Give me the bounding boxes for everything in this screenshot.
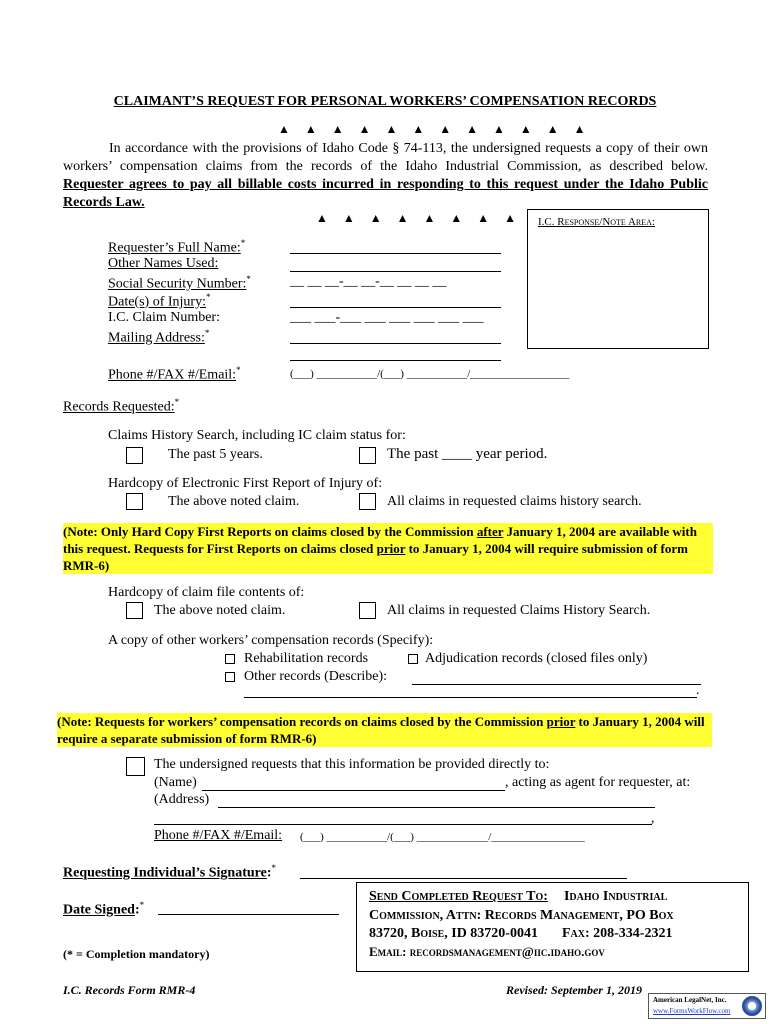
response-note-area: [527, 209, 709, 349]
send-to-email[interactable]: Email: recordsmanagement@iic.idaho.gov: [369, 944, 605, 959]
rehab-checkbox[interactable]: [225, 654, 235, 664]
agent-phone-label: Phone #/FAX #/Email:: [154, 828, 283, 843]
signature-field[interactable]: [300, 878, 627, 879]
rehab-label: Rehabilitation records: [244, 651, 369, 666]
completion-note: (* = Completion mandatory): [63, 947, 210, 961]
injury-date-label: Date(s) of Injury:*: [108, 292, 211, 310]
electronic-above-claim-label: The above noted claim.: [168, 494, 300, 509]
response-area-label: I.C. Response/Note Area:: [538, 216, 655, 228]
agent-checkbox[interactable]: [126, 757, 145, 776]
intro-paragraph: [63, 140, 708, 212]
file-above-claim-checkbox[interactable]: [126, 602, 143, 619]
agent-acting-text: , acting as agent for requester, at:: [505, 775, 691, 790]
legalnet-url[interactable]: www.FormsWorkFlow.com: [653, 1007, 731, 1015]
electronic-all-claims-checkbox[interactable]: [359, 493, 376, 510]
injury-date-field[interactable]: [290, 307, 501, 308]
past-5-years-checkbox[interactable]: [126, 447, 143, 464]
records-requested-label: Records Requested:*: [63, 397, 180, 415]
legalnet-logo-icon: [742, 996, 762, 1016]
intro-agreement: Requester agrees to pay all billable costs incurred in responding to this request under the Idaho Public Records Law.: [63, 177, 708, 210]
file-above-claim-label: The above noted claim.: [154, 603, 286, 618]
legalnet-name: American LegalNet, Inc.: [653, 996, 727, 1004]
agent-name-field[interactable]: [202, 790, 505, 791]
claim-file-heading: Hardcopy of claim file contents of:: [108, 585, 305, 600]
mailing-address-field[interactable]: [290, 343, 501, 344]
triangle-divider-mid: ▲ ▲ ▲ ▲ ▲ ▲ ▲ ▲: [316, 211, 523, 225]
mailing-address-field-2[interactable]: [290, 360, 501, 361]
file-all-claims-label: All claims in requested Claims History Search.: [387, 603, 651, 618]
agent-request-text: The undersigned requests that this information be provided directly to:: [154, 757, 550, 772]
date-signed-field[interactable]: [158, 914, 339, 915]
other-records-field[interactable]: [412, 684, 701, 685]
adjudication-checkbox[interactable]: [408, 654, 418, 664]
ssn-field[interactable]: __ __ __-__ __-__ __ __ __: [290, 274, 447, 289]
other-names-field[interactable]: [290, 271, 501, 272]
triangle-divider-top: ▲ ▲ ▲ ▲ ▲ ▲ ▲ ▲ ▲ ▲ ▲ ▲: [278, 122, 592, 136]
note-prior-2004: (Note: Requests for workers’ compensation records on claims closed by the Commission prior to January 1, 2004 will require a separate submission of form RMR-6): [57, 713, 712, 747]
mailing-address-label: Mailing Address:*: [108, 328, 210, 346]
past-period-label: The past ____ year period.: [387, 446, 548, 462]
phone-field[interactable]: (___) ___________/(___) ___________/__________________: [290, 368, 570, 380]
send-to-line3: 83720, Boise, ID 83720-0041 Fax: 208-334-2321: [369, 926, 673, 941]
other-records-period: .: [696, 683, 700, 698]
full-name-field[interactable]: [290, 253, 501, 254]
send-to-box: [356, 882, 749, 972]
signature-label: Requesting Individual’s Signature:*: [63, 863, 277, 881]
past-5-years-label: The past 5 years.: [168, 447, 263, 462]
form-title: CLAIMANT’S REQUEST FOR PERSONAL WORKERS’ COMPENSATION RECORDS: [113, 94, 657, 109]
ssn-label: Social Security Number:*: [108, 274, 251, 292]
electronic-all-claims-label: All claims in requested claims history search.: [387, 494, 642, 509]
agent-address-field-2[interactable]: [154, 824, 652, 825]
date-signed-label: Date Signed:*: [63, 900, 145, 918]
electronic-above-claim-checkbox[interactable]: [126, 493, 143, 510]
adjudication-label: Adjudication records (closed files only): [425, 651, 648, 666]
other-records-field-2[interactable]: [244, 697, 697, 698]
phone-label: Phone #/FAX #/Email:*: [108, 365, 241, 383]
agent-address-comma: ,: [651, 811, 655, 826]
send-to-line2: Commission, Attn: Records Management, PO Box: [369, 908, 674, 923]
full-name-label: Requester’s Full Name:*: [108, 238, 246, 256]
legalnet-badge: [648, 993, 766, 1019]
send-to-line1: Send Completed Request To: Idaho Industrial: [369, 889, 668, 904]
note-first-reports: (Note: Only Hard Copy First Reports on claims closed by the Commission after January 1, 2004 are available with this request. Requests for First Reports on claims closed prior to January 1, 2004 will require submission of form RMR-6): [63, 523, 713, 574]
past-period-checkbox[interactable]: [359, 447, 376, 464]
claim-number-field[interactable]: ___ ___-___ ___ ___ ___ ___ ___: [290, 310, 484, 325]
agent-phone-field[interactable]: (___) ___________/(___) _____________/_________________: [300, 831, 585, 843]
intro-text: In accordance with the provisions of Idaho Code § 74-113, the undersigned requests a copy of their own workers’ compensation claims from the records of the Idaho Industrial Commission, as described below.: [63, 141, 708, 174]
form-id: I.C. Records Form RMR-4: [63, 983, 196, 997]
revised-date: Revised: September 1, 2019: [506, 983, 642, 997]
other-records-heading: A copy of other workers’ compensation records (Specify):: [108, 633, 434, 648]
file-all-claims-checkbox[interactable]: [359, 602, 376, 619]
electronic-report-heading: Hardcopy of Electronic First Report of Injury of:: [108, 476, 383, 491]
agent-address-label: (Address): [154, 792, 210, 807]
agent-name-label: (Name): [154, 775, 197, 790]
other-records-checkbox[interactable]: [225, 672, 235, 682]
other-records-label: Other records (Describe):: [244, 669, 388, 684]
agent-address-field[interactable]: [218, 807, 655, 808]
claim-number-label: I.C. Claim Number:: [108, 310, 220, 325]
other-names-label: Other Names Used:: [108, 256, 219, 271]
claims-history-heading: Claims History Search, including IC claim status for:: [108, 428, 406, 443]
